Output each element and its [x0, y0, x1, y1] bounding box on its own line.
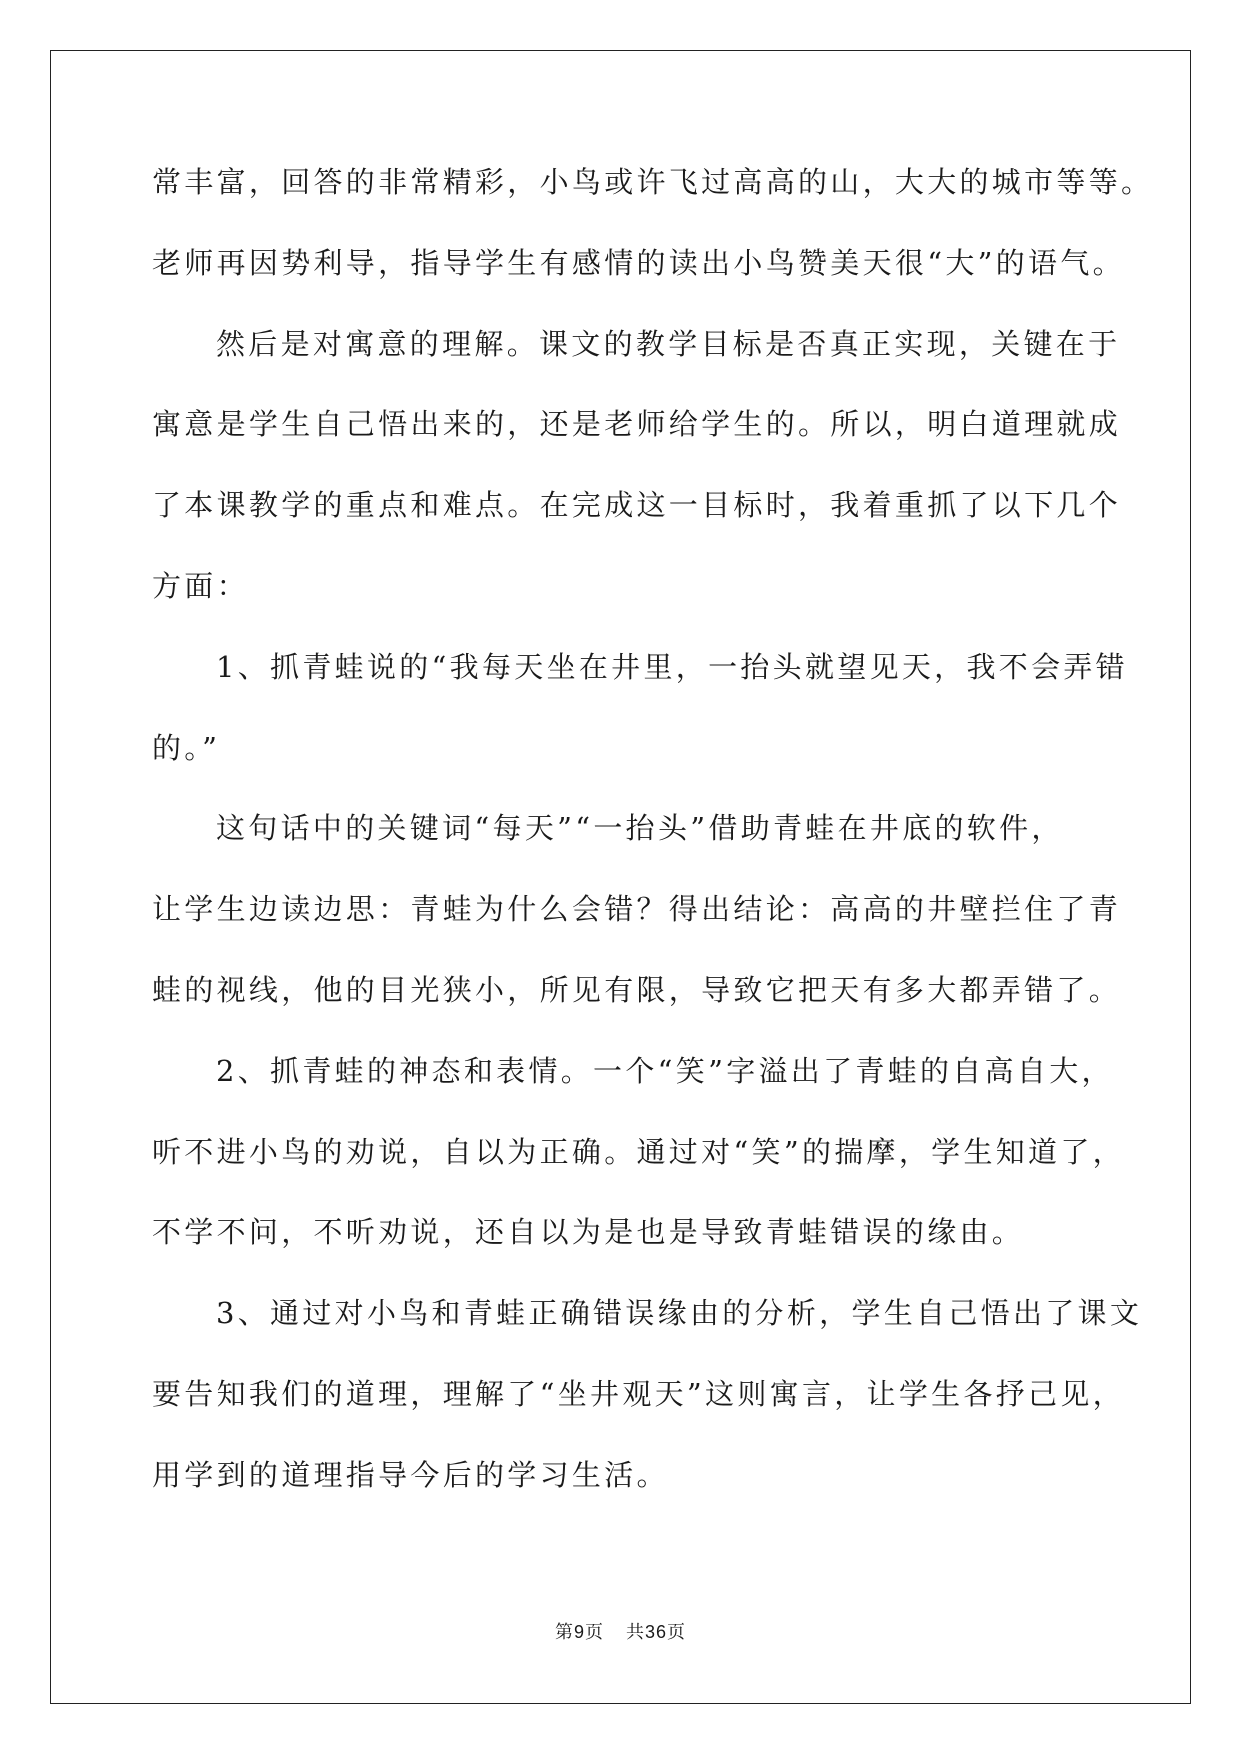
text-line-13: 听不进小鸟的劝说，自以为正确。通过对“笑”的揣摩，学生知道了， — [152, 1134, 1125, 1169]
text-line-17: 用学到的道理指导今后的学习生活。 — [152, 1457, 669, 1492]
footer-page-prefix: 第 — [554, 1622, 574, 1643]
text-line-6: 方面： — [152, 568, 249, 603]
text-line-11: 蛙的视线，他的目光狭小，所见有限，导致它把天有多大都弄错了。 — [152, 972, 1122, 1007]
page-footer — [0, 1618, 1241, 1644]
text-line-10: 让学生边读边思：青蛙为什么会错？得出结论：高高的井壁拦住了青 — [152, 892, 1122, 927]
text-line-2: 老师再因势利导，指导学生有感情的读出小鸟赞美天很“大”的语气。 — [152, 245, 1125, 280]
text-line-5: 了本课教学的重点和难点。在完成这一目标时，我着重抓了以下几个 — [152, 488, 1122, 523]
text-line-4: 寓意是学生自己悟出来的，还是老师给学生的。所以，明白道理就成 — [152, 407, 1122, 442]
text-line-1: 常丰富，回答的非常精彩，小鸟或许飞过高高的山，大大的城市等等。 — [152, 165, 1154, 199]
footer-total-suffix: 页 — [667, 1622, 687, 1643]
text-line-14: 不学不问，不听劝说，还自以为是也是导致青蛙错误的缘由。 — [152, 1215, 1025, 1250]
footer-total-prefix: 共 — [625, 1622, 645, 1643]
text-line-15: 3、通过对小鸟和青蛙正确错误缘由的分析，学生自己悟出了课文 — [216, 1296, 1143, 1331]
text-line-12: 2、抓青蛙的神态和表情。一个“笑”字溢出了青蛙的自高自大， — [216, 1053, 1114, 1088]
text-line-8: 的。” — [152, 730, 221, 765]
text-line-9: 这句话中的关键词“每天”“一抬头”借助青蛙在井底的软件， — [216, 811, 1064, 846]
document-body — [152, 165, 1154, 1542]
footer-page-number: 9 — [573, 1622, 585, 1642]
text-line-16: 要告知我们的道理，理解了“坐井观天”这则寓言，让学生各抒己见， — [152, 1376, 1125, 1411]
footer-total-pages: 36 — [644, 1622, 668, 1642]
text-line-7: 1、抓青蛙说的“我每天坐在井里，一抬头就望见天，我不会弄错 — [216, 649, 1128, 684]
footer-page-suffix: 页 — [584, 1622, 604, 1643]
text-line-3: 然后是对寓意的理解。课文的教学目标是否真正实现，关键在于 — [216, 326, 1121, 361]
